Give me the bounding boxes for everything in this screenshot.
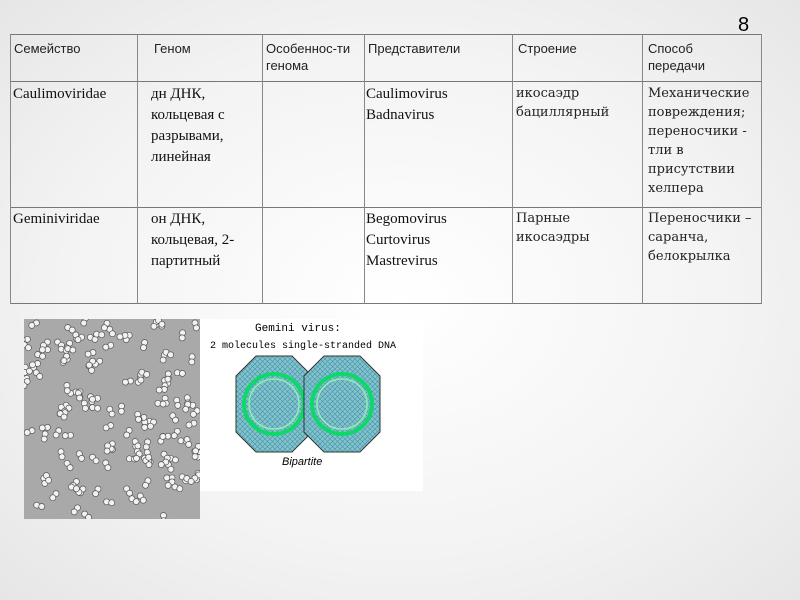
row1-transmission: Механические повреждения; переносчики - тли в присутствии хелпера (648, 86, 750, 196)
row1-genome: дн ДНК, кольцевая с разрывами, линейная (151, 86, 225, 165)
diagram-label: Bipartite (282, 456, 323, 468)
left-icosahedron (236, 356, 312, 452)
table-border-bottom (10, 303, 762, 304)
header-transmission: Способ передачи (648, 41, 706, 73)
row2-structure: Парные икосаэдры (516, 211, 590, 245)
row2-family: Geminiviridae (13, 211, 100, 227)
diagram-title: Gemini virus: (255, 323, 341, 335)
row2-representatives: Begomovirus Curtovirus Mastrevirus (366, 211, 447, 269)
table-col-line (10, 34, 11, 304)
table-col-line (364, 34, 365, 304)
header-representatives: Представители (368, 41, 461, 56)
diagram-subtitle: 2 molecules single-stranded DNA (210, 341, 397, 352)
row1-family: Caulimoviridae (13, 86, 107, 102)
table-col-line (137, 34, 138, 304)
geminivirus-diagram (200, 319, 423, 491)
micrograph-image (24, 319, 200, 519)
row2-genome: он ДНК, кольцевая, 2-партитный (151, 211, 235, 269)
electron-micrograph (24, 319, 200, 519)
table-row-divider (10, 207, 762, 208)
row1-representatives: Caulimovirus Badnavirus (366, 86, 448, 123)
row2-transmission: Переносчики – саранча, белокрылка (648, 211, 752, 264)
table-col-line (642, 34, 643, 304)
table-border-top (10, 34, 762, 35)
row1-structure: икосаэдр бациллярный (516, 86, 610, 120)
table-header-divider (10, 81, 762, 82)
table-col-line (262, 34, 263, 304)
header-genome: Геном (154, 41, 191, 56)
page-number: 8 (738, 14, 750, 36)
table-col-line (512, 34, 513, 304)
header-genome-features: Особеннос-ти генома (266, 41, 351, 73)
right-icosahedron (304, 356, 380, 452)
header-structure: Строение (518, 41, 577, 56)
header-family: Семейство (14, 41, 81, 56)
virus-table (10, 34, 762, 304)
